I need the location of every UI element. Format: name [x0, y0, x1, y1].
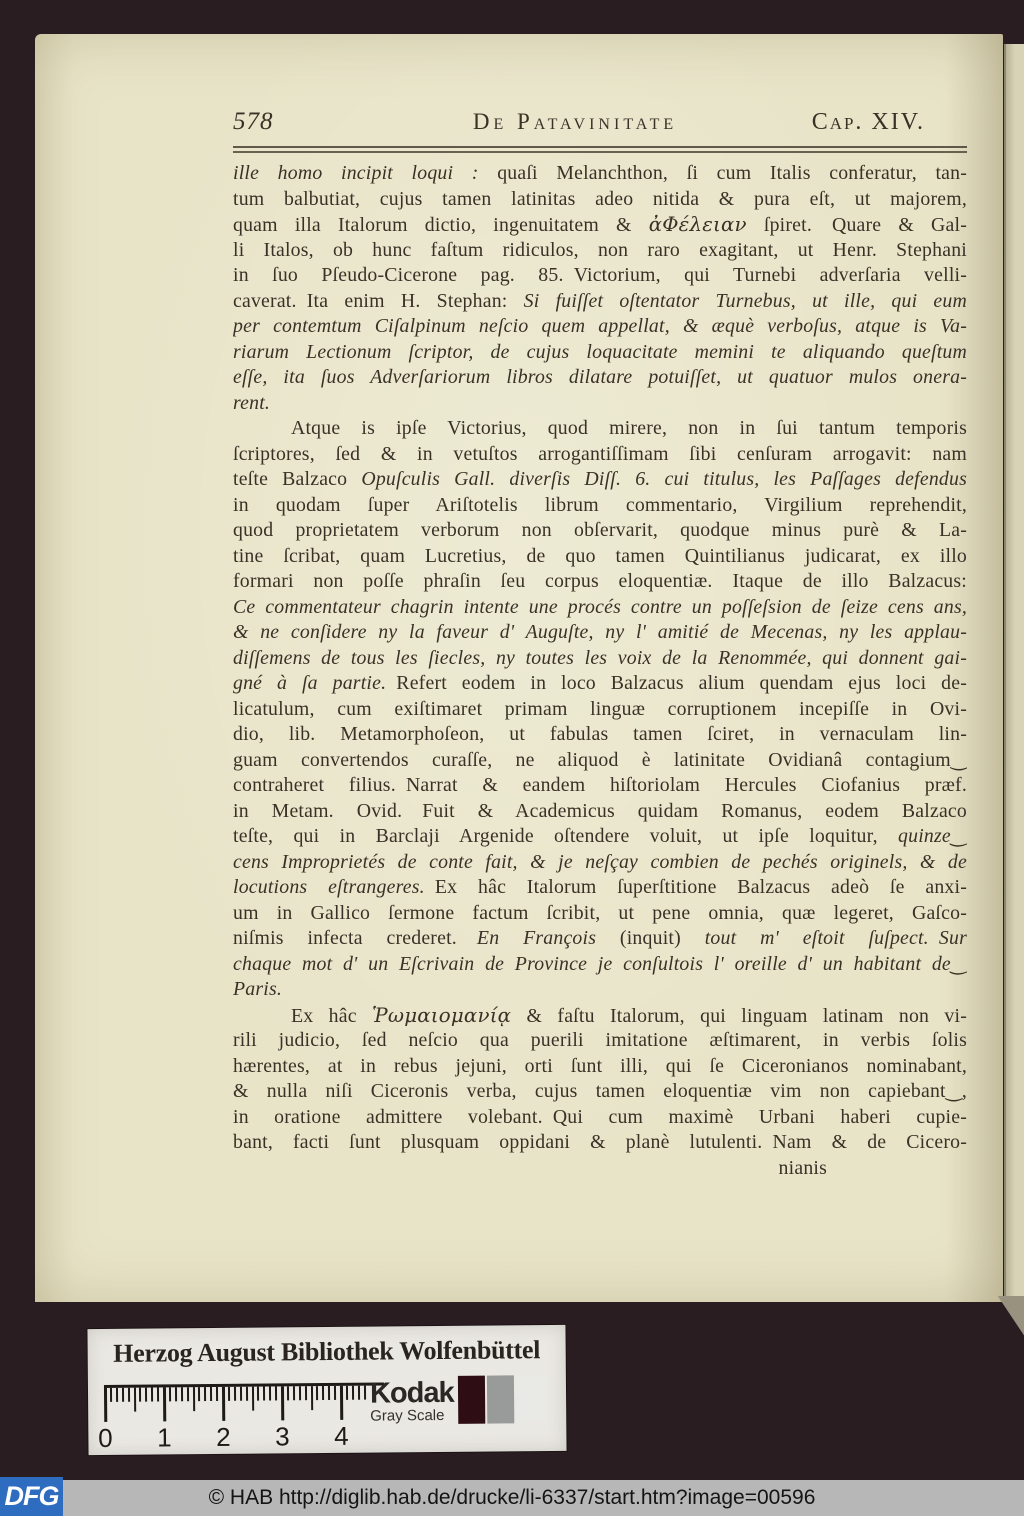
ruler-tick	[328, 1386, 330, 1400]
page-number: 578	[233, 108, 274, 135]
ruler-tick	[163, 1387, 166, 1421]
grayscale-patches	[458, 1375, 546, 1424]
text-line: eſſe, ita ſuos Adverſariorum libros dilatare potuiſſet, ut quatuor mulos onera-	[233, 366, 967, 388]
ruler-tick	[293, 1386, 295, 1400]
ruler-tick	[187, 1387, 189, 1401]
ruler-tick	[128, 1388, 130, 1402]
ruler-tick	[281, 1386, 284, 1420]
ruler-tick	[364, 1386, 366, 1400]
text-line: bant, facti ſunt plusquam oppidani & planè lutulenti. Nam & de Cicero-	[233, 1131, 967, 1153]
ruler-tick	[234, 1387, 236, 1401]
text-line: niſmis infecta crederet. En François (inquit) tout m' eſtoit ſuſpect. Sur	[233, 927, 967, 949]
ruler-tick	[175, 1387, 177, 1401]
text-line: li Italos, ob hunc faſtum ridiculos, non raro exagitant, ut Henr. Stephani	[233, 238, 967, 261]
text-line: per contemtum Ciſalpinum neſcio quem appellat, & æquè verboſus, atque is Va-	[233, 315, 967, 337]
ruler-tick	[246, 1387, 248, 1401]
ruler-tick	[334, 1386, 336, 1400]
ruler-tick	[310, 1386, 312, 1410]
text-line: Ex hâc Ῥωμαιομανίᾳ & faſtu Italorum, qui linguam latinam non vi-	[291, 1003, 967, 1027]
text-line: formari non poſſe phraſin ſeu corpus eloquentiæ. Itaque de illo Balzacus:	[233, 570, 967, 592]
chapter-heading: Cap. XIV.	[811, 109, 925, 135]
ruler-tick	[269, 1386, 271, 1400]
ruler-tick	[104, 1388, 107, 1422]
ruler-tick	[240, 1387, 242, 1401]
ruler-number: 0	[98, 1422, 113, 1453]
text-line: in Metam. Ovid. Fuit & Academicus quidam Romanus, eodem Balzaco	[233, 799, 967, 822]
text-block	[233, 108, 967, 1181]
ruler-tick	[316, 1386, 318, 1400]
ruler-tick	[251, 1387, 253, 1411]
dfg-logo: DFG	[0, 1477, 63, 1516]
text-line: caverat. Ita enim H. Stephan: Si fuiſſet oſtentator Turnebus, ut ille, qui eum	[233, 289, 967, 312]
ruler-number: 3	[275, 1421, 290, 1452]
text-line: licatulum, cum exiſtimaret primam linguæ corruptionem incepiſſe in Ovi-	[233, 697, 967, 720]
ruler-tick	[299, 1386, 301, 1400]
text-line: quod proprietatem verborum non obſervarit, quodque minus purè & La-	[233, 519, 967, 541]
text-line: Ce commentateur chagrin intente une procés contre un poſſeſsion de ſeize cens ans,	[233, 595, 967, 618]
ruler-tick	[352, 1386, 354, 1400]
ruler-tick	[151, 1388, 153, 1402]
text-line: teſte Balzaco Opuſculis Gall. diverſis Diſſ. 6. cui titulus, les Paſſages defendus	[233, 468, 967, 490]
footer-url[interactable]: © HAB http://diglib.hab.de/drucke/li-6337/start.htm?image=00596	[208, 1486, 816, 1509]
text-line: quam illa Italorum dictio, ingenuitatem & ἀΦέλειαν ſpiret. Quare & Gal-	[233, 213, 967, 236]
text-line: & ne conſidere ny la faveur d' Auguſte, ny l' amitié de Mecenas, ny les applau-	[233, 621, 967, 643]
text-line: ſcriptores, ſed & in vetuſtos arrogantiſſimam ſibi cenſuram arrogavit: nam	[233, 442, 967, 465]
book-page-scan	[35, 34, 1003, 1302]
ruler-tick	[198, 1387, 200, 1401]
text-line: dio, lib. Metamorphoſeon, ut fabulas tamen ſciret, in vernaculam lin-	[233, 723, 967, 745]
ruler-tick	[110, 1388, 112, 1402]
text-line: in ſuo Pſeudo-Cicerone pag. 85. Victorium, qui Turnebi adverſaria velli-	[233, 264, 967, 286]
ruler-tick	[216, 1387, 218, 1401]
library-name-label: Herzog August Bibliothek Wolfenbüttel	[113, 1335, 541, 1368]
ruler-numbers	[98, 1420, 404, 1453]
gray-scale-label: Gray Scale	[370, 1406, 445, 1425]
page-header	[233, 108, 967, 142]
text-line: rent.	[233, 391, 271, 414]
text-line: chaque mot d' un Eſcrivain de Province je conſultois l' oreille d' un habitant de‿	[233, 952, 967, 975]
book-edge-wedge	[992, 1296, 1024, 1344]
ruler-tick	[139, 1388, 141, 1402]
ruler-tick	[145, 1388, 147, 1402]
ruler-number: 2	[216, 1421, 231, 1452]
grayscale-patch	[458, 1376, 485, 1424]
ruler-tick	[222, 1387, 225, 1421]
text-line: in quodam ſuper Ariſtotelis librum commentario, Virgilium reprehendit,	[233, 493, 967, 516]
text-line: Paris.	[233, 978, 283, 1000]
text-line: contraheret filius. Narrat & eandem hiſtoriolam Hercules Ciofanius præf.	[233, 774, 967, 796]
ruler-tick	[275, 1386, 277, 1400]
ruler-number: 4	[334, 1420, 349, 1451]
text-line: tine ſcribat, quam Lucretius, de quo tamen Quintilianus judicarat, ex illo	[233, 544, 967, 567]
text-line: tum balbutiat, cujus tamen latinitas adeo nitida & pura eſt, ut majorem,	[233, 187, 967, 210]
ruler-tick	[204, 1387, 206, 1401]
ruler-tick	[322, 1386, 324, 1400]
text-line: nianis	[778, 1156, 827, 1179]
ruler-tick	[157, 1387, 159, 1401]
ruler-tick	[287, 1386, 289, 1400]
kodak-block	[370, 1378, 454, 1425]
text-line: rili judicio, ſed neſcio qua puerili imitatione æſtimarent, in verbis ſolis	[233, 1029, 967, 1051]
ruler-tick	[340, 1386, 343, 1420]
running-title: De Patavinitate	[472, 109, 678, 134]
ruler-tick	[192, 1387, 194, 1411]
text-line: & nulla niſi Ciceronis verba, cujus tamen eloquentiæ vim non capiebant‿,	[233, 1080, 967, 1102]
grayscale-patch	[487, 1375, 514, 1423]
footer-bar	[0, 1480, 1024, 1516]
ruler-number: 1	[157, 1422, 172, 1453]
text-line: diſſemens de tous les ſiecles, ny toutes les voix de la Renommée, qui donnent gai-	[233, 646, 967, 669]
ruler-tick	[169, 1387, 171, 1401]
ruler-tick	[346, 1386, 348, 1400]
text-line: Atque is ipſe Victorius, quod mirere, non in ſui tantum temporis	[291, 417, 967, 439]
ruler-tick	[210, 1387, 212, 1401]
ruler-tick	[305, 1386, 307, 1400]
text-line: riarum Lectionum ſcriptor, de cujus loquacitate memini te aliquando queſtum	[233, 340, 967, 363]
text-lines	[233, 161, 967, 1181]
ruler-tick	[116, 1388, 118, 1402]
text-line: guam convertendos curaſſe, ne aliquod è latinitate Ovidianâ contagium‿	[233, 748, 967, 771]
text-line: um in Gallico ſermone factum ſcribit, ut pene omnia, quæ legeret, Gaſco-	[233, 901, 967, 924]
kodak-wordmark: Kodak	[369, 1376, 454, 1410]
text-line: gné à ſa partie. Refert eodem in loco Balzacus alium quendam ejus loci de-	[233, 672, 967, 694]
ruler-tick	[263, 1387, 265, 1401]
ruler-tick	[257, 1387, 259, 1401]
ruler-card	[87, 1325, 566, 1455]
ruler-ticks	[104, 1383, 384, 1426]
ruler-tick	[358, 1386, 360, 1400]
ruler-tick	[228, 1387, 230, 1401]
header-rule	[233, 146, 967, 153]
text-line: cens Improprietés de conte fait, & je neſçay combien de pechés originels, & de	[233, 850, 967, 873]
book-fore-edge	[1004, 44, 1024, 1300]
text-line: ille homo incipit loqui : quaſi Melanchthon, ſi cum Italis conferatur, tan-	[233, 162, 967, 184]
ruler-tick	[133, 1388, 135, 1412]
text-line: in oratione admittere volebant. Qui cum maximè Urbani haberi cupie-	[233, 1105, 967, 1128]
text-line: teſte, qui in Barclaji Argenide oſtendere voluit, ut ipſe loquitur, quinze‿	[233, 825, 967, 847]
text-line: locutions eſtrangeres. Ex hâc Italorum ſuperſtitione Balzacus adeò ſe anxi-	[233, 876, 967, 898]
ruler-tick	[122, 1388, 124, 1402]
grayscale-patch	[516, 1375, 546, 1421]
text-line: hærentes, at in rebus jejuni, orti ſunt illi, qui ſe Ciceronianos nominabant,	[233, 1054, 967, 1077]
ruler-tick	[181, 1387, 183, 1401]
